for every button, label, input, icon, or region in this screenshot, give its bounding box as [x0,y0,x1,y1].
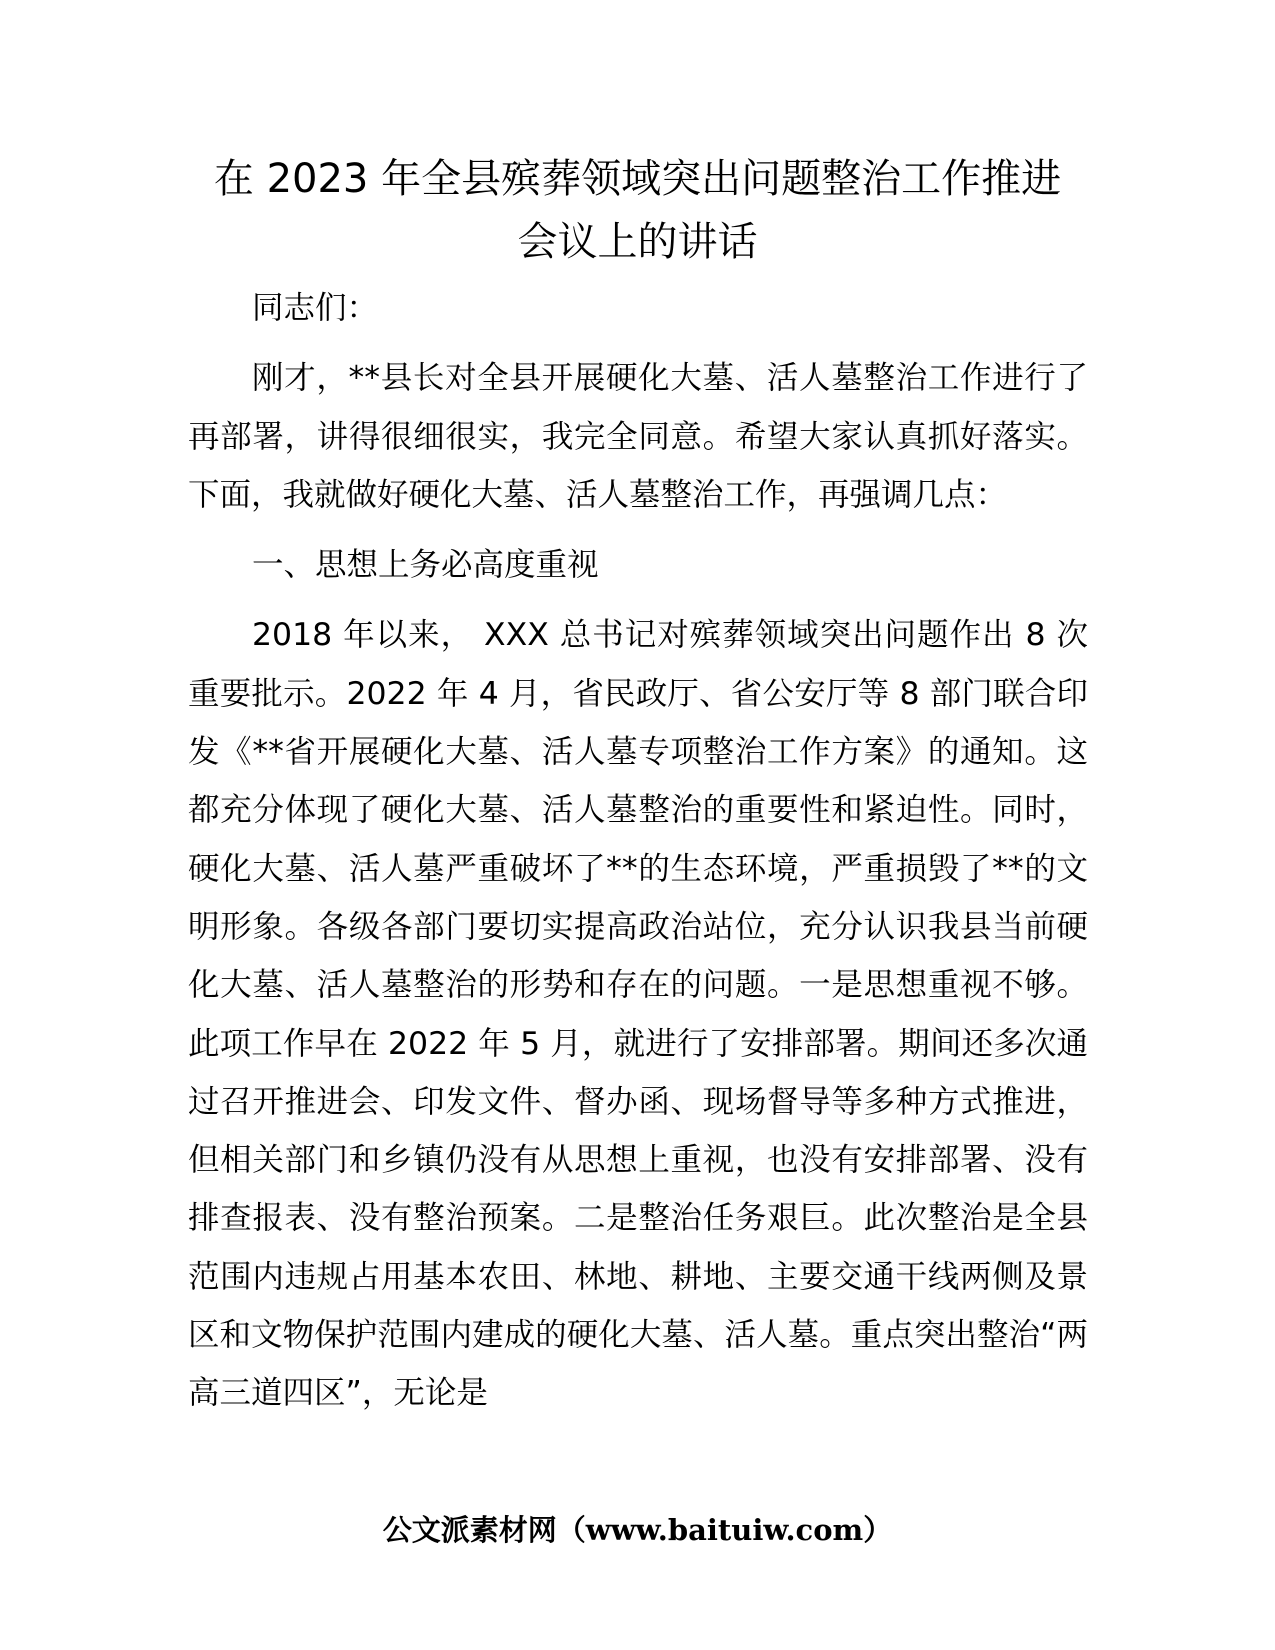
section-heading-1: 一、思想上务必高度重视 [252,547,599,584]
salutation: 同志们： [252,290,379,326]
footer-watermark: 公文派素材网（www.baituiw.com） [382,1513,893,1547]
title-line-1: 在 2023 年全县殡葬领域突出问题整治工作推进 [213,156,1062,202]
title-line-2: 会议上的讲话 [517,219,758,265]
paragraph-intro: 刚才，**县长对全县开展硬化大墓、活人墓整治工作进行了再部署，讲得很细很实，我完全同意。希望大家认真抓好落实。下面，我就做好硬化大墓、活人墓整治工作，再强调几点： [188,360,1088,513]
document-body [188,279,1088,1423]
document-title [180,148,1095,274]
paragraph-section-1: 2018 年以来， XXX 总书记对殡葬领域突出问题作出 8 次重要批示。2022 年 4 月，省民政厅、省公安厅等 8 部门联合印发《**省开展硬化大墓、活人墓专项整治工作方案》的通知。这都充分体现了硬化大墓、活人墓整治的重要性和紧迫性。同时，硬化大墓、活人墓严重破坏了**的生态环境，严重损毁了**的文明形象。各级各部门要切实提高政治站位，充分认识我县当前硬化大墓、活人墓整治的形势和存在的问题。一是思想重视不够。此项工作早在 2022 年 5 月，就进行了安排部署。期间还多次通过召开推进会、印发文件、督办函、现场督导等多种方式推进，但相关部门和乡镇仍没有从思想上重视，也没有安排部署、没有排查报表、没有整治预案。二是整治任务艰巨。此次整治是全县范围内违规占用基本农田、林地、耕地、主要交通干线两侧及景区和文物保护范围内建成的硬化大墓、活人墓。重点突出整治“两高三道四区”，无论是 [188,617,1088,1412]
